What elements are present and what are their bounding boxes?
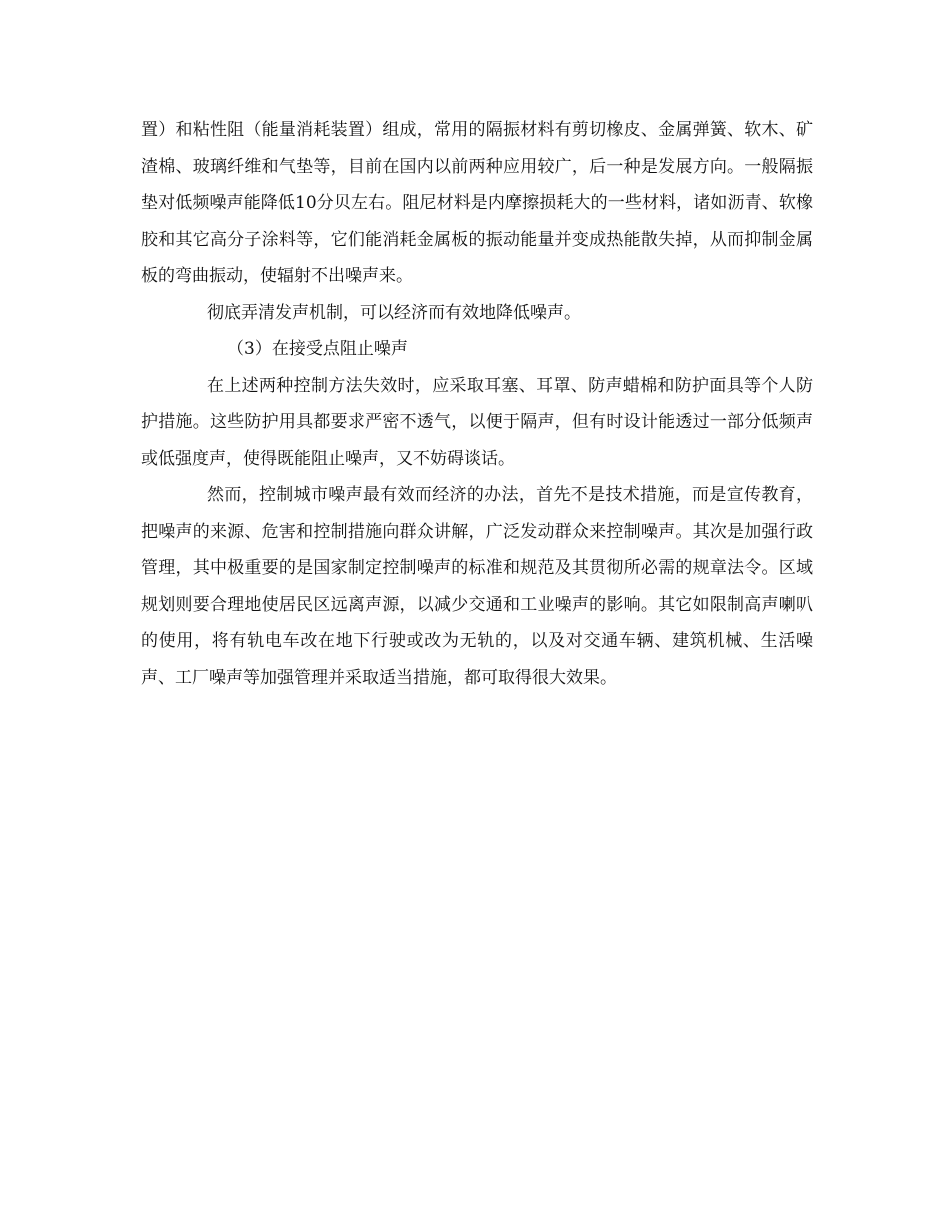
paragraph-vibration-damping: 置）和粘性阻（能量消耗装置）组成，常用的隔振材料有剪切橡皮、金属弹簧、软木、矿渣棉、玻璃纤维和气垫等，目前在国内以前两种应用较广，后一种是发展方向。一般隔振垫对低频噪声能降低10分贝左右。阻尼材料是内摩擦损耗大的一些材料，诸如沥青、软橡胶和其它高分子涂料等，它们能消耗金属板的振动能量并变成热能散失掉，从而抑制金属板的弯曲振动，使辐射不出噪声来。 — [141, 120, 813, 286]
document-body — [141, 112, 813, 696]
section-heading-receiver-point: （3）在接受点阻止噪声 — [227, 339, 408, 359]
paragraph-urban-noise-control: 然而，控制城市噪声最有效而经济的办法，首先不是技术措施，而是宣传教育，把噪声的来源、危害和控制措施向群众讲解，广泛发动群众来控制噪声。其次是加强行政管理，其中极重要的是国家制定控制噪声的标准和规范及其贯彻所必需的规章法令。区域规划则要合理地使居民区远离声源，以减少交通和工业噪声的影响。其它如限制高声喇叭的使用，将有轨电车改在地下行驶或改为无轨的，以及对交通车辆、建筑机械、生活噪声、工厂噪声等加强管理并采取适当措施，都可取得很大效果。 — [141, 485, 813, 688]
paragraph-personal-protection: 在上述两种控制方法失效时，应采取耳塞、耳罩、防声蜡棉和防护面具等个人防护措施。这些防护用具都要求严密不透气，以便于隔声，但有时设计能透过一部分低频声或低强度声，使得既能阻止噪声，又不妨碍谈话。 — [141, 375, 813, 469]
paragraph-sound-mechanism: 彻底弄清发声机制，可以经济而有效地降低噪声。 — [207, 302, 581, 323]
